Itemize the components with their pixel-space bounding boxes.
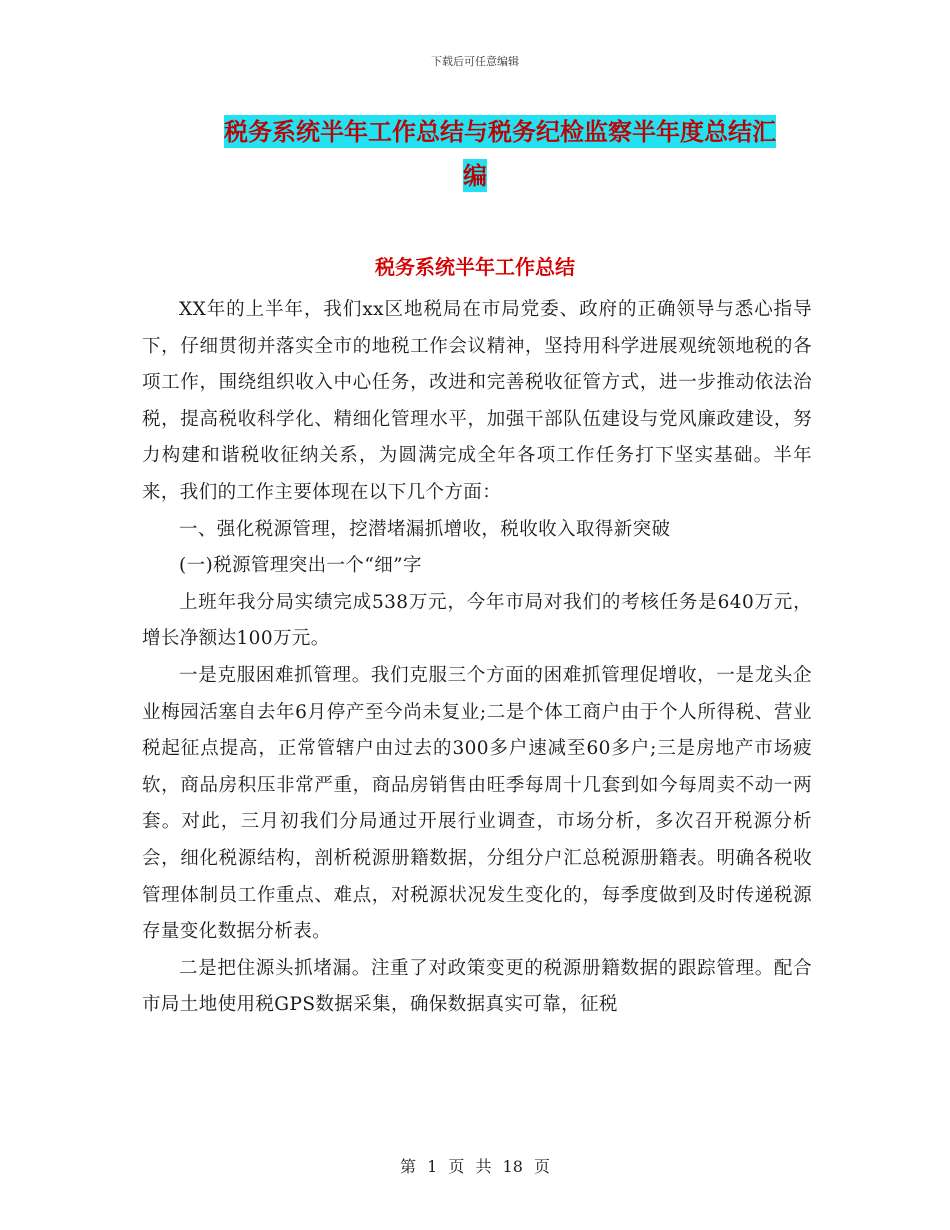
document-title-line-1: 税务系统半年工作总结与税务纪检监察半年度总结汇 [224,117,776,146]
paragraph: (一)税源管理突出一个“细”字 [179,555,422,577]
paragraph: 上班年我分局实绩完成538万元，今年市局对我们的考核任务是640万元，增长净额达100万元。 [142,591,812,650]
paragraph: XX年的上半年，我们xx区地税局在市局党委、政府的正确领导与悉心指导下，仔细贯彻并落实全市的地税工作会议精神，坚持用科学进展观统领地税的各项工作，围绕组织收入中心任务，改进和完善税收征管方式，进一步推动依法治税，提高税收科学化、精细化管理水平，加强干部队伍建设与党风廉政建设，努力构建和谐税收征纳关系，为圆满完成全年各项工作任务打下坚实基础。半年来，我们的工作主要体现在以下几个方面： [142,299,812,503]
page-footer: 第 1 页 共 18 页 [400,1157,550,1176]
body-text [142,292,812,1024]
section-title: 税务系统半年工作总结 [375,255,575,279]
paragraph: 一是克服困难抓管理。我们克服三个方面的困难抓管理促增收，一是龙头企业梅园活塞自去年6月停产至今尚未复业;二是个体工商户由于个人所得税、营业税起征点提高，正常管辖户由过去的300多户速减至60多户;三是房地产市场疲软，商品房积压非常严重，商品房销售由旺季每周十几套到如今每周卖不动一两套。对此，三月初我们分局通过开展行业调查，市场分析，多次召开税源分析会，细化税源结构，剖析税源册籍数据，分组分户汇总税源册籍表。明确各税收管理体制员工作重点、难点，对税源状况发生变化的，每季度做到及时传递税源存量变化数据分析表。 [142,664,812,943]
paragraph: 二是把住源头抓堵漏。注重了对政策变更的税源册籍数据的跟踪管理。配合市局土地使用税GPS数据采集，确保数据真实可靠，征税 [142,957,812,1016]
header-note: 下载后可任意编辑 [431,55,519,68]
document-title [0,110,950,198]
document-title-line-2: 编 [463,161,487,190]
paragraph: 一、强化税源管理，挖潜堵漏抓增收，税收收入取得新突破 [179,518,671,540]
